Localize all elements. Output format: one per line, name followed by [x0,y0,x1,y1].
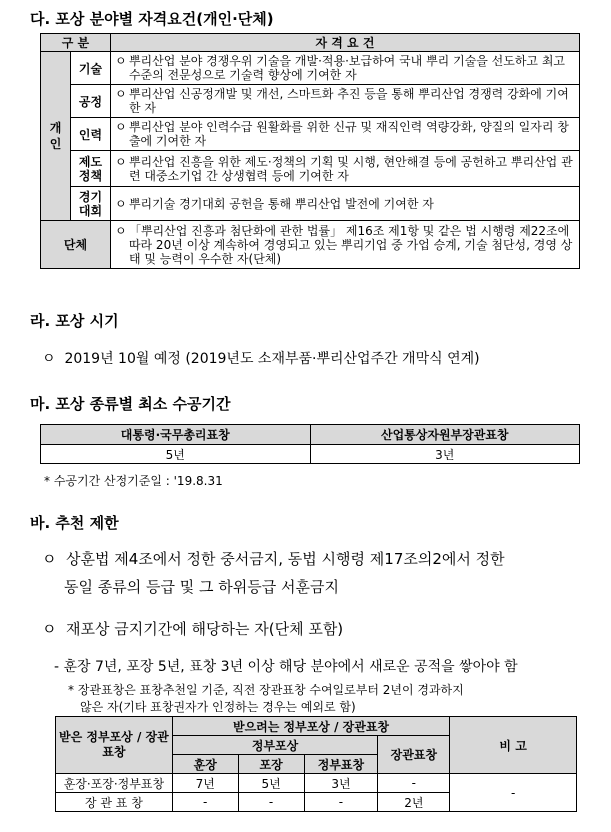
gov-commendation-header: 정부표창 [304,755,378,774]
section-r-heading: 라. 포상 시기 [30,312,119,330]
r1-medal: 5년 [238,774,304,793]
row-text-workforce: ㅇ 뿌리산업 분야 인력수급 원활화를 위한 신규 및 재직인력 역량강화, 양질의 일자리 창출에 기여한 자 [110,118,579,151]
restriction-dash-line: - 훈장 7년, 포장 5년, 표창 3년 이상 해당 분야에서 새로운 공적을 쌓아야 함 [54,659,518,675]
row-label-process: 공정 [70,85,110,118]
row-text-contest: ㅇ 뿌리기술 경기대회 공헌을 통해 뿌리산업 발전에 기여한 자 [110,187,579,221]
r1-gov: 3년 [304,774,378,793]
medal-header: 포장 [238,755,304,774]
r2-minister: 2년 [378,793,450,812]
r2-medal: - [238,793,304,812]
r2-order: - [172,793,238,812]
target-award-header: 받으려는 정부포상 / 장관표창 [172,717,449,736]
individual-label: 개인 [41,52,71,221]
r2-gov: - [304,793,378,812]
row-minister-award-label: 장 관 표 창 [56,793,173,812]
row-text-policy: ㅇ 뿌리산업 진흥을 위한 제도·정책의 기획 및 시행, 현안해결 등에 공헌하고 뿌리산업 관련 대중소기업 간 상생협력 등에 기여한 자 [110,151,579,187]
restriction-star-line-2: 않은 자(기타 표창권자가 인정하는 경우는 예외로 함) [80,700,356,714]
period-note: * 수공기간 산정기준일 : '19.8.31 [44,474,223,488]
row-gov-award-label: 훈장·포장·정부표창 [56,774,173,793]
row-label-policy: 제도정책 [70,151,110,187]
note-value: - [450,774,577,812]
bullet: ㅇ [42,351,56,367]
schedule-text: 2019년 10월 예정 (2019년도 소재부품·뿌리산업주간 개막식 연계) [64,351,480,367]
row-text-tech: ㅇ 뿌리산업 분야 경쟁우위 기술을 개발·적용·보급하여 국내 뿌리 기술을 선도하고 최고수준의 전문성으로 기술력 향상에 기여한 자 [110,52,579,85]
r1-minister: - [378,774,450,793]
val-minister-award: 3년 [310,445,580,464]
minister-award-header: 장관표창 [378,736,450,774]
qualification-table [40,33,580,269]
min-period-table [40,424,580,464]
restriction-item-1: ㅇ 상훈법 제4조에서 정한 중서금지, 동법 시행령 제17조의2에서 정한 [42,550,505,568]
row-text-process: ㅇ 뿌리산업 신공정개발 및 개선, 스마트화 추진 등을 통해 뿌리산업 경쟁력 강화에 기여한 자 [110,85,579,118]
schedule-line [42,348,480,368]
section-b-heading: 바. 추천 제한 [30,514,119,532]
restriction-star-line-1: * 장관표창은 표창추천일 기준, 직전 장관표창 수여일로부터 2년이 경과하지 [68,683,464,697]
col-president-award: 대통령·국무총리표창 [41,425,311,445]
section-m-heading: 마. 포상 종류별 최소 수공기간 [30,395,231,413]
row-label-workforce: 인력 [70,118,110,151]
gov-award-header: 정부포상 [172,736,378,755]
note-header: 비 고 [450,717,577,774]
row-label-tech: 기술 [70,52,110,85]
restriction-table [55,716,577,812]
section-d-heading: 다. 포상 분야별 자격요건(개인·단체) [30,10,274,28]
r1-order: 7년 [172,774,238,793]
col-division-header: 구 분 [41,34,111,52]
col-minister-award: 산업통상자원부장관표창 [310,425,580,445]
group-text: ㅇ 「뿌리산업 진흥과 첨단화에 관한 법률」 제16조 제1항 및 같은 법 시행령 제22조에 따라 20년 이상 계속하여 경영되고 있는 뿌리기업 중 가업 승계, 기술 첨단성, 경영 상태 및 능력이 우수한 자(단체) [110,221,579,269]
restriction-item-1-cont: 동일 종류의 등급 및 그 하위등급 서훈금지 [64,578,339,596]
restriction-item-2: ㅇ 재포상 금지기간에 해당하는 자(단체 포함) [42,620,344,638]
row-label-contest: 경기대회 [70,187,110,221]
order-header: 훈장 [172,755,238,774]
val-president-award: 5년 [41,445,311,464]
received-award-header: 받은 정부포상 / 장관표창 [56,717,173,774]
col-requirement-header: 자 격 요 건 [110,34,579,52]
group-label: 단체 [41,221,111,269]
